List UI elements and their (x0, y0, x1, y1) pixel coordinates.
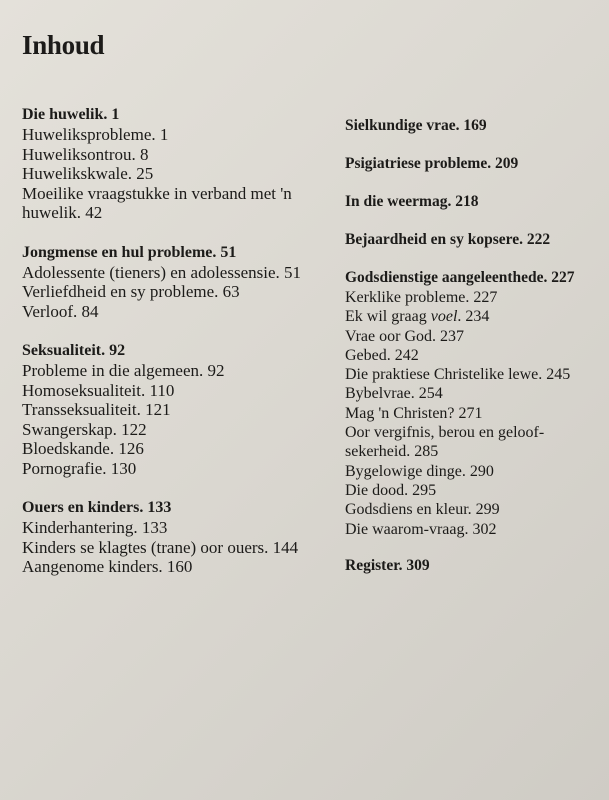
toc-section-jongmense (22, 242, 340, 322)
toc-section-weermag (345, 191, 607, 212)
toc-entry: Aangenome kinders. 160 (22, 557, 193, 576)
toc-entry: Moeilike vraagstukke in verband met 'n (22, 183, 292, 203)
toc-section-seksualiteit (22, 340, 340, 478)
toc-entry: Kinders se klagtes (trane) oor ouers. 144 (22, 537, 299, 557)
toc-entry-italic: voel (430, 308, 458, 326)
toc-entry: Homoseksualiteit. 110 (22, 380, 175, 400)
toc-section-heading: Seksualiteit. 92 (22, 342, 126, 359)
toc-entry: Swangerskap. 122 (22, 419, 147, 439)
toc-entry: huwelik. 42 (22, 203, 103, 222)
toc-section-heading: Bejaardheid en sy kopsere. 222 (345, 231, 551, 248)
toc-entry: Huweliksontrou. 8 (22, 144, 149, 164)
toc-section-heading: In die weermag. 218 (345, 193, 479, 210)
toc-section-heading: Jongmense en hul probleme. 51 (22, 243, 237, 261)
toc-entry: Verloof. 84 (22, 301, 99, 321)
toc-section-heading: Sielkundige vrae. 169 (345, 117, 487, 134)
toc-entry: sekerheid. 285 (345, 443, 439, 461)
toc-section-heading: Psigiatriese probleme. 209 (345, 155, 519, 172)
toc-entry: Huwelikskwale. 25 (22, 164, 154, 183)
toc-section-heading: Godsdienstige aangeleenthede. 227 (345, 269, 575, 286)
toc-entry: Bloedskande. 126 (22, 439, 144, 458)
toc-section-heading: Ouers en kinders. 133 (22, 499, 172, 516)
toc-section-register (345, 555, 607, 576)
toc-entry: Mag 'n Christen? 271 (345, 404, 483, 422)
toc-entry: Die praktiese Christelike lewe. 245 (345, 366, 571, 384)
toc-section-huwelik (22, 104, 340, 223)
toc-entry: Die dood. 295 (345, 481, 437, 499)
toc-entry: Gebed. 242 (345, 346, 419, 364)
toc-entry-text: Ek wil graag (345, 308, 427, 326)
toc-right-column (345, 115, 607, 593)
toc-entry: Die waarom-vraag. 302 (345, 520, 497, 538)
toc-section-godsdienstig (345, 267, 607, 539)
toc-section-ouers (22, 497, 340, 577)
toc-entry (345, 307, 607, 326)
toc-entry: Pornografie. 130 (22, 458, 137, 478)
toc-entry: Huweliksprobleme. 1 (22, 125, 169, 144)
toc-entry: Verliefdheid en sy probleme. 63 (22, 282, 240, 301)
page-title: Inhoud (22, 30, 105, 60)
toc-section-bejaardheid (345, 229, 607, 250)
toc-entry: Probleme in die algemeen. 92 (22, 361, 225, 380)
toc-entry: Adolessente (tieners) en adolessensie. 51 (22, 262, 301, 282)
toc-entry: Oor vergifnis, berou en geloof- (345, 424, 545, 442)
toc-left-column (22, 104, 340, 596)
toc-entry: Kerklike probleme. 227 (345, 289, 498, 306)
toc-section-heading: Die huwelik. 1 (22, 106, 120, 123)
toc-entry: Bygelowige dinge. 290 (345, 462, 494, 480)
toc-section-heading: Register. 309 (345, 556, 430, 574)
toc-entry: Kinderhantering. 133 (22, 518, 168, 537)
toc-section-psigiatries (345, 153, 607, 174)
toc-section-sielkundig (345, 115, 607, 136)
toc-entry-page: . 234 (457, 308, 490, 326)
toc-entry: Bybelvrae. 254 (345, 385, 443, 403)
toc-entry: Vrae oor God. 237 (345, 327, 465, 345)
toc-entry: Godsdiens en kleur. 299 (345, 501, 500, 519)
toc-entry: Transseksualiteit. 121 (22, 400, 171, 419)
